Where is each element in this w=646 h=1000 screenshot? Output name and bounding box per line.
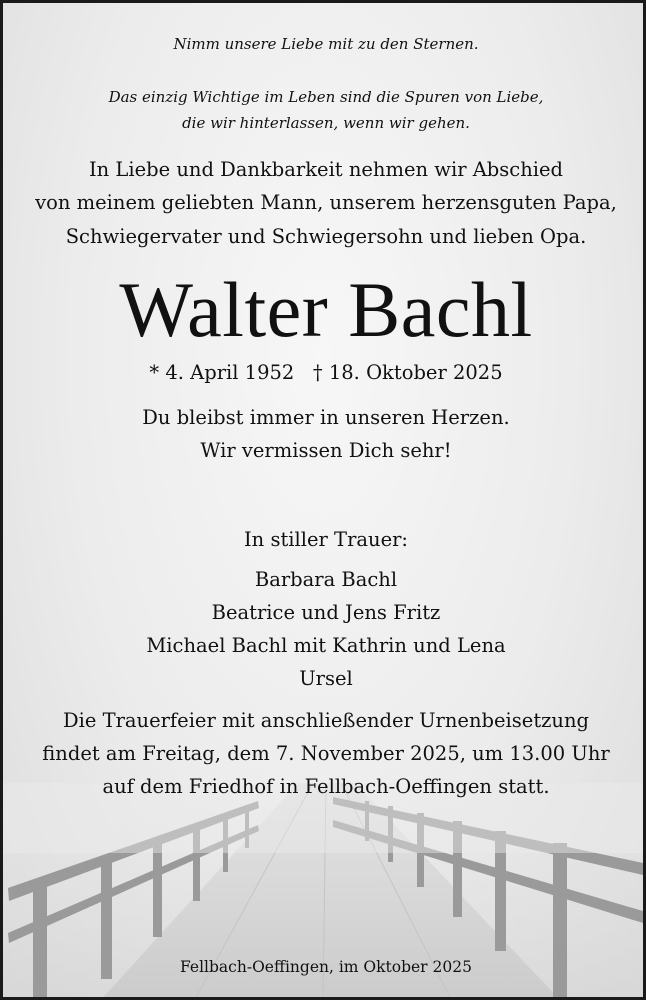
mourners-heading: In stiller Trauer: [243,528,409,551]
mourner-name: Beatrice und Jens Fritz [211,601,441,624]
mourner-name: Michael Bachl mit Kathrin und Lena [146,634,506,657]
funeral-line-1: Die Trauerfeier mit anschließender Urnenbeisetzung [62,709,590,732]
place-and-date: Fellbach-Oeffingen, im Oktober 2025 [180,958,472,976]
mourner-name: Barbara Bachl [254,568,398,591]
mourner-name: Ursel [299,667,353,690]
funeral-line-3: auf dem Friedhof in Fellbach-Oeffingen statt. [102,775,550,798]
intro-line-2: von meinem geliebten Mann, unserem herzensguten Papa, [35,191,617,214]
life-dates: * 4. April 1952 † 18. Oktober 2025 [149,361,503,384]
remembrance-line-2: Wir vermissen Dich sehr! [200,439,452,462]
funeral-line-2: findet am Freitag, dem 7. November 2025, um 13.00 Uhr [42,742,610,765]
quote-line-1: Das einzig Wichtige im Leben sind die Spuren von Liebe, [108,88,544,106]
quote-line-2: die wir hinterlassen, wenn wir gehen. [182,114,470,132]
intro-line-1: In Liebe und Dankbarkeit nehmen wir Abschied [88,158,564,181]
remembrance-line-1: Du bleibst immer in unseren Herzen. [142,406,510,429]
deceased-name: Walter Bachl [119,266,533,353]
intro-line-3: Schwiegervater und Schwiegersohn und lieben Opa. [65,225,587,248]
motto-line: Nimm unsere Liebe mit zu den Sternen. [173,35,479,53]
